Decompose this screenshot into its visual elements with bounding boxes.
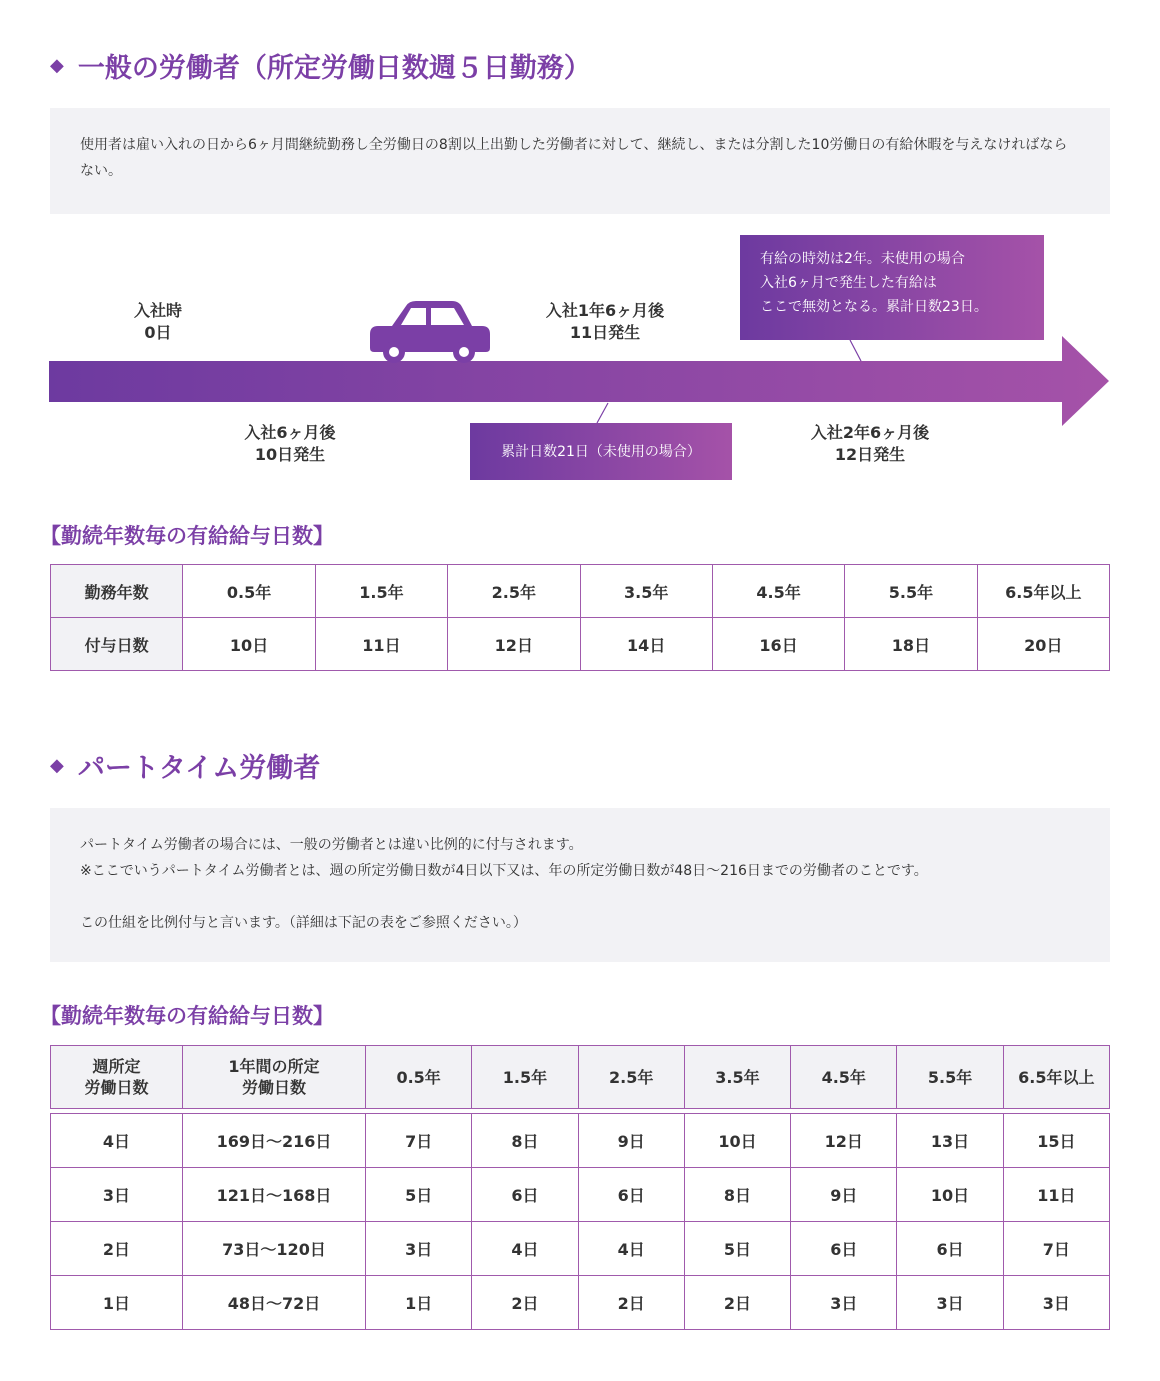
table-header-row xyxy=(51,1046,1110,1109)
general-description: 使用者は雇い入れの日から6ヶ月間継続勤務し全労働日の8割以上出勤した労働者に対して、継続し、または分割した10労働日の有給休暇を与えなければならない。 xyxy=(80,137,1068,179)
label-6m-line2: 10日発生 xyxy=(254,445,326,464)
table-cell: 1日 xyxy=(366,1276,472,1330)
table-cell: 73日〜120日 xyxy=(183,1222,366,1276)
header-year: 1.5年 xyxy=(472,1046,578,1109)
table-cell: 4日 xyxy=(578,1222,684,1276)
table-cell: 5日 xyxy=(366,1168,472,1222)
table-cell: 4日 xyxy=(472,1222,578,1276)
timeline-label-2y6m xyxy=(785,422,955,466)
parttime-grant-table xyxy=(50,1045,1110,1330)
table-cell: 7日 xyxy=(1003,1222,1109,1276)
table-row xyxy=(51,1168,1110,1222)
table-row xyxy=(51,1276,1110,1330)
label-2y6m-line2: 12日発生 xyxy=(834,445,906,464)
label-start-line2: 0日 xyxy=(144,323,172,342)
table-cell: 6日 xyxy=(897,1222,1003,1276)
general-grant-table xyxy=(50,564,1110,671)
table-cell: 18日 xyxy=(845,618,977,671)
table-cell: 1.5年 xyxy=(315,565,447,618)
header-year: 0.5年 xyxy=(366,1046,472,1109)
parttime-table-title: 【勤続年数毎の有給給与日数】 xyxy=(40,1004,334,1028)
table-cell: 16日 xyxy=(712,618,844,671)
row-header-grant-days: 付与日数 xyxy=(51,618,183,671)
table-cell: 9日 xyxy=(791,1168,897,1222)
table-cell: 12日 xyxy=(791,1114,897,1168)
diamond-bullet-icon: ◆ xyxy=(50,755,64,776)
table-cell: 3日 xyxy=(1003,1276,1109,1330)
table-row xyxy=(51,565,1110,618)
table-cell: 14日 xyxy=(580,618,712,671)
timeline-label-6m xyxy=(205,422,375,466)
table-cell: 10日 xyxy=(183,618,315,671)
table-cell: 10日 xyxy=(897,1168,1003,1222)
cumulative-callout xyxy=(470,423,732,480)
table-cell: 6.5年以上 xyxy=(977,565,1109,618)
table-cell: 2.5年 xyxy=(448,565,580,618)
table-cell: 169日〜216日 xyxy=(183,1114,366,1168)
parttime-section-heading xyxy=(50,746,320,785)
header-year: 3.5年 xyxy=(684,1046,790,1109)
table-cell: 3日 xyxy=(366,1222,472,1276)
table-cell: 3.5年 xyxy=(580,565,712,618)
table-cell: 4.5年 xyxy=(712,565,844,618)
table-cell: 6日 xyxy=(578,1168,684,1222)
timeline-label-1y6m xyxy=(520,300,690,344)
table-cell: 1日 xyxy=(51,1276,183,1330)
table-cell: 2日 xyxy=(578,1276,684,1330)
table-cell: 8日 xyxy=(472,1114,578,1168)
table-cell: 11日 xyxy=(1003,1168,1109,1222)
table-cell: 3日 xyxy=(897,1276,1003,1330)
parttime-description-line3: この仕組を比例付与と言います。（詳細は下記の表をご参照ください。） xyxy=(80,915,527,931)
table-cell: 6日 xyxy=(791,1222,897,1276)
table-cell: 2日 xyxy=(684,1276,790,1330)
general-description-box xyxy=(50,108,1110,214)
expiry-callout-line2: 入社6ヶ月で発生した有給は xyxy=(760,275,937,291)
header-year: 5.5年 xyxy=(897,1046,1003,1109)
car-icon xyxy=(364,298,494,364)
parttime-description-line1: パートタイム労働者の場合には、一般の労働者とは違い比例的に付与されます。 xyxy=(80,837,583,853)
table-row xyxy=(51,1222,1110,1276)
diamond-bullet-icon: ◆ xyxy=(50,55,64,76)
general-section-title: 一般の労働者（所定労働日数週５日勤務） xyxy=(77,53,591,84)
header-year: 2.5年 xyxy=(578,1046,684,1109)
table-cell: 4日 xyxy=(51,1114,183,1168)
parttime-section-title: パートタイム労働者 xyxy=(77,753,321,784)
table-cell: 6日 xyxy=(472,1168,578,1222)
table-cell: 48日〜72日 xyxy=(183,1276,366,1330)
label-2y6m-line1: 入社2年6ヶ月後 xyxy=(810,423,930,442)
header-year: 6.5年以上 xyxy=(1003,1046,1109,1109)
table-cell: 11日 xyxy=(315,618,447,671)
label-1y6m-line2: 11日発生 xyxy=(569,323,641,342)
cumulative-callout-text: 累計日数21日（未使用の場合） xyxy=(501,443,701,460)
table-cell: 12日 xyxy=(448,618,580,671)
label-start-line1: 入社時 xyxy=(133,301,182,320)
header-year: 4.5年 xyxy=(791,1046,897,1109)
table-cell: 3日 xyxy=(51,1168,183,1222)
table-cell: 5日 xyxy=(684,1222,790,1276)
header-yearly-days: 1年間の所定 労働日数 xyxy=(183,1046,366,1109)
header-weekly-days: 週所定 労働日数 xyxy=(51,1046,183,1109)
general-table-title: 【勤続年数毎の有給給与日数】 xyxy=(40,524,334,548)
table-cell: 7日 xyxy=(366,1114,472,1168)
table-row xyxy=(51,618,1110,671)
row-header-service-years: 勤務年数 xyxy=(51,565,183,618)
table-cell: 3日 xyxy=(791,1276,897,1330)
expiry-callout-line1: 有給の時効は2年。未使用の場合 xyxy=(760,251,965,267)
label-1y6m-line1: 入社1年6ヶ月後 xyxy=(545,301,665,320)
timeline-label-start xyxy=(98,300,218,344)
leave-timeline xyxy=(0,230,1160,490)
general-section-heading xyxy=(50,46,591,85)
expiry-callout-line3: ここで無効となる。累計日数23日。 xyxy=(760,299,988,315)
table-cell: 20日 xyxy=(977,618,1109,671)
parttime-description-box xyxy=(50,808,1110,962)
table-cell: 2日 xyxy=(472,1276,578,1330)
table-cell: 8日 xyxy=(684,1168,790,1222)
table-cell: 121日〜168日 xyxy=(183,1168,366,1222)
table-cell: 10日 xyxy=(684,1114,790,1168)
table-cell: 0.5年 xyxy=(183,565,315,618)
table-cell: 2日 xyxy=(51,1222,183,1276)
table-cell: 15日 xyxy=(1003,1114,1109,1168)
label-6m-line1: 入社6ヶ月後 xyxy=(244,423,336,442)
table-cell: 5.5年 xyxy=(845,565,977,618)
table-cell: 9日 xyxy=(578,1114,684,1168)
expiry-callout xyxy=(740,235,1044,340)
parttime-description-line2: ※ここでいうパートタイム労働者とは、週の所定労働日数が4日以下又は、年の所定労働日数が48日〜216日までの労働者のことです。 xyxy=(80,863,928,879)
table-row xyxy=(51,1114,1110,1168)
table-cell: 13日 xyxy=(897,1114,1003,1168)
